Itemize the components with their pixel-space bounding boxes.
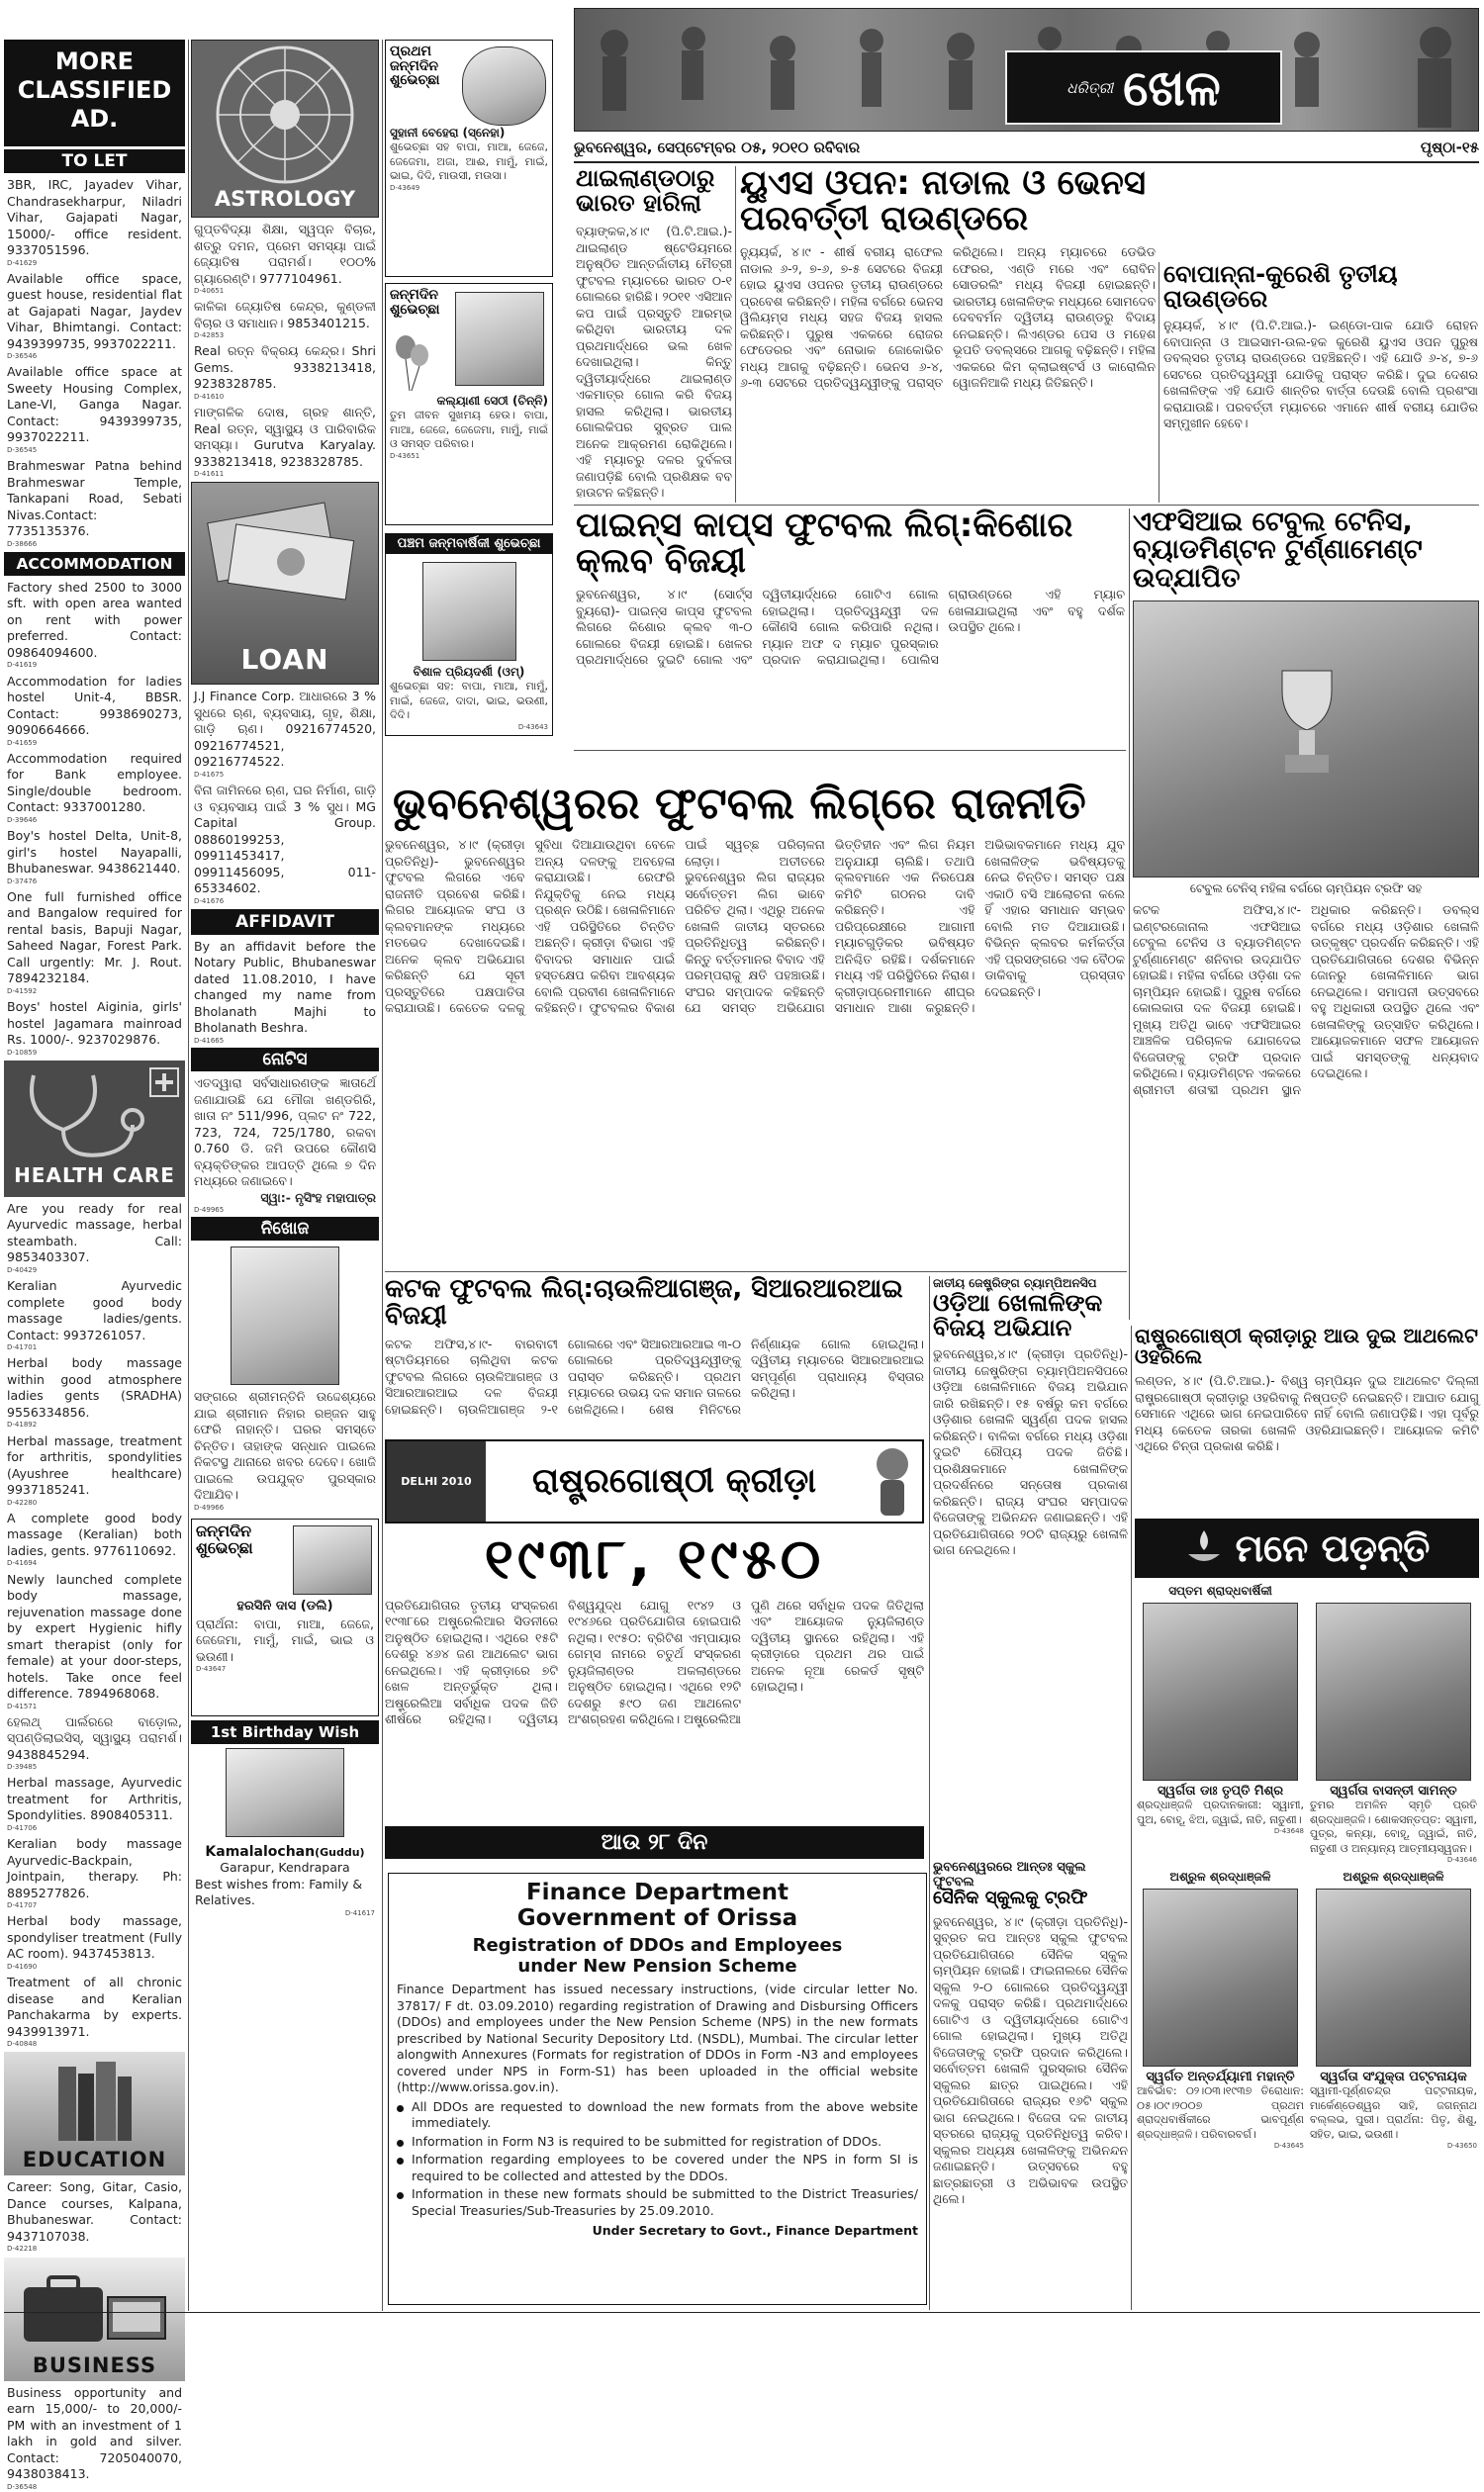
classified-ad <box>7 271 182 362</box>
remembrance-card <box>1310 1870 1477 2150</box>
article-usopen <box>740 163 1156 503</box>
thailand-headline-l2: ଭାରତ ହାରିଲା <box>576 189 701 218</box>
thailand-headline-l1: ଥାଇଲାଣ୍ଡଠାରୁ <box>576 164 715 192</box>
sainik-headline-l1: ଭୁବନେଶ୍ୱରରେ ଆନ୍ତଃ ସ୍କୁଲ ଫୁଟବଲ <box>933 1860 1086 1890</box>
bday1-header-l2: ଜନ୍ମଦିନ <box>390 57 439 74</box>
health-care-header: HEALTH CARE <box>14 1162 175 1187</box>
classified-ad-code: D-41707 <box>7 1901 38 1910</box>
masthead-section-title: ଖେଳ <box>1123 58 1221 117</box>
cwg-years: ୧୯୩୮, ୧୯୫୦ <box>484 1527 825 1592</box>
classified-ad-text: Available office space at Sweety Housing Complex, Lane-VI, Ganga Nagar. Contact: 9439399735, 9937022211. <box>7 364 182 445</box>
classified-ad <box>7 1511 182 1569</box>
classified-ad-text: Herbal massage, Ayurvedic treatment for Arthritis, Spondylities. 8908405311. <box>7 1775 182 1823</box>
classified-ad-text: ମାଙ୍ଗଳିକ ଦୋଷ, ଗ୍ରହ ଶାନ୍ତି, Real ରତ୍ନ, ସ୍ୱାସ୍ଥ୍ୟ ଓ ପାରିବାରିକ ସମସ୍ୟା। Gurutva Karyalay. 9338213418, 9238328785. <box>194 405 376 469</box>
bullet-dot-icon <box>397 2192 404 2199</box>
cwg-logo-text: DELHI 2010 <box>401 1475 472 1488</box>
classified-ad-text: Herbal body massage within good atmosphere ladies gents (SRADHA) 9556334856. <box>7 1355 182 1420</box>
notice-header: ନୋଟିସ <box>191 1048 379 1071</box>
classified-ad-text: Keralian Ayurvedic complete good body massage ladies/gents. Contact: 9937261057. <box>7 1278 182 1342</box>
classified-ad-text: ହେଲଥ୍ ପାର୍ଲରରେ ବାଡ଼ୋଲ, ସ୍ପଣ୍ଡିଲାଇସିସ୍, ସ୍ୱାସ୍ଥ୍ୟ ପରାମର୍ଶ। 9438845294. <box>7 1713 182 1762</box>
health-care-banner <box>4 1061 185 1197</box>
remembrance-title: ଅଶ୍ରୁଳ ଶ୍ରଦ୍ଧାଞ୍ଜଳି <box>1343 1870 1444 1885</box>
loan-banner <box>191 482 379 685</box>
cuttack-body: କଟକ ଅଫିସ,୪।୯- ବାରବାଟୀ ଷ୍ଟାଡିୟମରେ ଚାଲିଥିବା କଟକ ଫୁଟବଲ ଲିଗରେ ଚାଉଳିଆଗଞ୍ଜ ଓ ସିଆରଆରଆଇ ଦଳ ବିଜୟୀ ହୋଇଛନ୍ତି। ଚାଉଳିଆଗଞ୍ଜ ୨-୧ ଗୋଲରେ ଏବଂ ସିଆରଆରଆଇ ୩-୦ ଗୋଲରେ ପ୍ରତିଦ୍ୱନ୍ଦ୍ୱୀଙ୍କୁ ପରାସ୍ତ କରିଛନ୍ତି। ପ୍ରଥମ ମ୍ୟାଚରେ ଉଭୟ ଦଳ ସମାନ ତାଳରେ ଖେଳିଥିଲେ। ଶେଷ ମିନିଟରେ ନିର୍ଣ୍ଣାୟକ ଗୋଲ ହୋଇଥିଲା। ଦ୍ୱିତୀୟ ମ୍ୟାଚରେ ସିଆରଆରଆଇ ସମ୍ପୂର୍ଣ୍ଣ ପ୍ରାଧାନ୍ୟ ବିସ୍ତାର କରିଥିଲା। <box>385 1336 924 1417</box>
odia-players-headline-l2: ବିଜୟ ଅଭିଯାନ <box>933 1314 1072 1342</box>
classified-ad-code: D-41690 <box>7 1962 38 1971</box>
education-header: EDUCATION <box>22 2148 167 2172</box>
classified-ad-text: Newly launched complete body massage, rejuvenation massage done by expert Hygienic hifly smart therapist (only for female) at your door-steps, hotels. Take once feel difference. 7894968068. <box>7 1571 182 1702</box>
cwg-athlete-body: ଲଣ୍ଡନ, ୪।୯ (ପି.ଟି.ଆଇ.)- ବିଶ୍ୱ ଚାମ୍ପିୟନ ଦୁଇ ଆଥଲେଟ ଦିଲ୍ଲୀ ରାଷ୍ଟ୍ରଗୋଷ୍ଠୀ କ୍ରୀଡ଼ାରୁ ଓହରିବାକୁ ନିଷ୍ପତ୍ତି ନେଇଛନ୍ତି। ଆଘାତ ଯୋଗୁ ସେମାନେ ଏଥିରେ ଭାଗ ନେଇପାରିବେ ନାହିଁ ବୋଲି ଜଣାପଡ଼ିଛି। ଏହା ପୂର୍ବରୁ ମଧ୍ୟ କେତେକ ତାରକା ଖେଳାଳି ଓହରିଯାଇଛନ୍ତି। ଆୟୋଜକ କମିଟି ଏଥିରେ ଚିନ୍ତା ପ୍ରକାଶ କରିଛି। <box>1135 1373 1479 1453</box>
birthday-code: D-43647 <box>196 1665 227 1674</box>
classified-ad-text: A complete good body massage (Keralian) both ladies, gents. 9776110692. <box>7 1510 182 1558</box>
politics-body: ଭୁବନେଶ୍ୱର, ୪।୯ (କ୍ରୀଡ଼ା ପ୍ରତିନିଧି)- ଭୁବନେଶ୍ୱର ଫୁଟବଲ ଲିଗରେ ଏବେ ରାଜନୀତି ପ୍ରବେଶ କରିଛି। ଲିଗର ଆୟୋଜକ ସଂଘ ଓ କ୍ଲବମାନଙ୍କ ମଧ୍ୟରେ ମତଭେଦ ଦେଖାଦେଇଛି। ଅନେକ କ୍ଲବ ଅଭିଯୋଗ କରିଛନ୍ତି ଯେ ସୂଚୀ ପ୍ରସ୍ତୁତିରେ ପକ୍ଷପାତିତା କରାଯାଉଛି। କେତେକ ଦଳକୁ ସୁବିଧା ଦିଆଯାଉଥିବା ବେଳେ ଅନ୍ୟ ଦଳଙ୍କୁ ଅବହେଳା କରାଯାଉଛି। ରେଫରି ନିଯୁକ୍ତିକୁ ନେଇ ମଧ୍ୟ ପ୍ରଶ୍ନ ଉଠିଛି। ଖେଳାଳିମାନେ ଏହି ପରିସ୍ଥିତିରେ ଚିନ୍ତିତ ଅଛନ୍ତି। କ୍ରୀଡ଼ା ବିଭାଗ ଏହି ବିବାଦର ସମାଧାନ ପାଇଁ ହସ୍ତକ୍ଷେପ କରିବା ଆବଶ୍ୟକ ବୋଲି ପ୍ରବୀଣ ଖେଳାଳିମାନେ କହିଛନ୍ତି। ଫୁଟବଲର ବିକାଶ ପାଇଁ ସ୍ୱଚ୍ଛ ପରିଚାଳନା ଲୋଡ଼ା। ଅତୀତରେ ଭୁବନେଶ୍ୱର ଲିଗ ରାଜ୍ୟର ସର୍ବୋତ୍ତମ ଲିଗ ଭାବେ ପରିଚିତ ଥିଲା। ଏଥିରୁ ଅନେକ ଖେଳାଳି ଜାତୀୟ ସ୍ତରରେ ପ୍ରତିନିଧିତ୍ୱ କରିଛନ୍ତି। କିନ୍ତୁ ବର୍ତ୍ତମାନର ବିବାଦ ଏହି ପରମ୍ପରାକୁ କ୍ଷତି ପହଞ୍ଚାଉଛି। ସଂଘର ସମ୍ପାଦକ କହିଛନ୍ତି ଯେ ସମସ୍ତ ଅଭିଯୋଗ ଭିତ୍ତିହୀନ ଏବଂ ଲିଗ ନିୟମ ଅନୁଯାୟୀ ଚାଲିଛି। ତଥାପି କ୍ଲବମାନେ ଏକ ନିରପେକ୍ଷ କମିଟି ଗଠନର ଦାବି କରିଛନ୍ତି। ଏହି ପରିପ୍ରେକ୍ଷୀରେ ଆଗାମୀ ମ୍ୟାଚଗୁଡ଼ିକର ଭବିଷ୍ୟତ ଅନିଶ୍ଚିତ ରହିଛି। ଦର୍ଶକମାନେ ମଧ୍ୟ ଏହି ପରିସ୍ଥିତିରେ ନିରାଶ। କ୍ରୀଡ଼ାପ୍ରେମୀମାନେ ଶୀଘ୍ର ସମାଧାନ ଆଶା କରୁଛନ୍ତି। ଅଭିଭାବକମାନେ ମଧ୍ୟ ଯୁବ ଖେଳାଳିଙ୍କ ଭବିଷ୍ୟତକୁ ନେଇ ଚିନ୍ତିତ। ସମସ୍ତ ପକ୍ଷ ଏକାଠି ବସି ଆଲୋଚନା କଲେ ହିଁ ଏହାର ସମାଧାନ ସମ୍ଭବ ବୋଲି ମତ ଦିଆଯାଉଛି। ବିଭିନ୍ନ କ୍ଲବର କର୍ମକର୍ତ୍ତା ଏହି ପ୍ରସଙ୍ଗରେ ଏକ ବୈଠକ ଡାକିବାକୁ ପ୍ରସ୍ତାବ ଦେଇଛନ୍ତି। <box>385 837 1125 1016</box>
remembrance-title: ଅଶ୍ରୁଳ ଶ୍ରଦ୍ଧାଞ୍ଜଳି <box>1169 1870 1271 1885</box>
remembrance-photo <box>1316 1889 1471 2067</box>
article-tt-badminton <box>1133 508 1479 1320</box>
bday1-code: D-43649 <box>390 183 420 192</box>
bday2-text: ତୁମ ଜୀବନ ସୁଖମୟ ହେଉ। ବାପା, ମାଆ, ଜେଜେ, ଜେଜେମା, ମାମୁଁ, ମାଇଁ ଓ ସମସ୍ତ ପରିବାର। <box>390 409 548 451</box>
classified-ad <box>7 580 182 671</box>
business-banner <box>4 2258 185 2381</box>
bday1-header-l3: ଶୁଭେଚ୍ଛା <box>390 72 440 89</box>
politics-headline: ଭୁବନେଶ୍ୱରର ଫୁଟବଲ ଲିଗ୍‌ରେ ରାଜନୀତି <box>393 779 1086 829</box>
cwg-banner-title: ରାଷ୍ଟ୍ରଗୋଷ୍ଠୀ କ୍ରୀଡ଼ା <box>531 1460 817 1501</box>
classified-ad <box>7 1201 182 1275</box>
classified-title-line3: AD. <box>70 105 119 133</box>
remembrance-code: D-43646 <box>1446 1856 1477 1865</box>
bullet-dot-icon <box>397 2140 404 2147</box>
notice-ad <box>191 1071 379 1217</box>
remembrance-card <box>1310 1584 1477 1864</box>
classified-ad <box>194 222 376 296</box>
trophy-icon <box>1267 661 1346 780</box>
accommodation-header: ACCOMMODATION <box>4 552 185 576</box>
column-3 <box>385 40 553 841</box>
tt-badminton-headline: ଏଫସିଆଇ ଟେବୁଲ ଟେନିସ, ବ୍ୟାଡମିଣ୍ଟନ ଟୁର୍ଣ୍ଣାମେଣ୍ଟ ଉଦ୍‌ଯାପିତ <box>1133 507 1423 594</box>
classified-ad-text: ଗୁପ୍ତବିଦ୍ୟା ଶିକ୍ଷା, ସ୍ୱପ୍ନ ବିଚାର, ଶତ୍ରୁ ଦମନ, ପ୍ରେମ ସମସ୍ୟା ପାଇଁ ଜ୍ୟୋତିଷ ପରାମର୍ଶ। ୧୦୦% ଗ୍ୟାରେଣ୍ଟି। 9777104961. <box>194 222 376 286</box>
classified-title-line1: MORE <box>54 47 135 75</box>
tt-photo-caption: ଟେବୁଲ ଟେନିସ୍ ମହିଳା ବର୍ଗରେ ଚାମ୍ପିୟନ ଟ୍ରଫି ସହ <box>1189 881 1423 896</box>
classified-ad-code: D-41676 <box>194 896 225 905</box>
remembrance-header-bar <box>1135 1519 1479 1578</box>
classified-ad <box>194 689 376 780</box>
classified-ad-code: D-41675 <box>194 770 225 779</box>
classified-ad-text: କାଳିକା ଜ୍ୟୋତିଷ କେନ୍ଦ୍ର, କୁଣ୍ଡଳୀ ବିଚାର ଓ ସମାଧାନ। 9853401215. <box>194 299 376 330</box>
finance-title-l2: Government of Orissa <box>516 1905 798 1932</box>
affidavit-code: D-41665 <box>194 1036 225 1045</box>
accommodation-list <box>4 576 185 1058</box>
classified-ad-text: Accommodation required for Bank employee. Single/double bedroom. Contact: 9337001280. <box>7 750 182 815</box>
article-bopanna <box>1163 262 1478 503</box>
notice-code: D-49965 <box>194 1206 225 1215</box>
bopanna-body: ନ୍ୟୁୟର୍କ, ୪।୯ (ପି.ଟି.ଆଇ.)- ଇଣ୍ଡୋ-ପାକ ଯୋଡି ରୋହନ ବୋପାନ୍ନା ଓ ଆଇସାମ-ଉଲ-ହକ କୁରେଶି ୟୁଏସ ଓପନ ପୁରୁଷ ଡବଲ୍ସର ତୃତୀୟ ରାଉଣ୍ଡରେ ପହଞ୍ଚିଛନ୍ତି। ଏହି ଯୋଡି ୬-୪, ୭-୬ ସେଟରେ ପ୍ରତିଦ୍ୱନ୍ଦ୍ୱୀ ଯୋଡିକୁ ପରାସ୍ତ କରିଛି। ଦୁଇ ଦେଶର ଖେଳାଳିଙ୍କ ଏହି ଯୋଡି ଶାନ୍ତିର ବାର୍ତ୍ତା ଦେଉଛି ବୋଲି ପ୍ରଶଂସା କରାଯାଉଛି। ପରବର୍ତ୍ତୀ ମ୍ୟାଚରେ ଏମାନେ ଶୀର୍ଷ ବରୀୟ ଯୋଡିର ସମ୍ମୁଖୀନ ହେବେ। <box>1163 318 1478 431</box>
classified-ad-code: D-37476 <box>7 877 38 885</box>
sainik-body: ଭୁବନେଶ୍ୱର, ୪।୯ (କ୍ରୀଡ଼ା ପ୍ରତିନିଧି)- ସୁବ୍ରତ କପ ଆନ୍ତଃ ସ୍କୁଲ ଫୁଟବଲ ପ୍ରତିଯୋଗିତାରେ ସୈନିକ ସ୍କୁଲ ଚାମ୍ପିୟନ ହୋଇଛି। ଫାଇନାଲରେ ସୈନିକ ସ୍କୁଲ ୨-୦ ଗୋଲରେ ପ୍ରତିଦ୍ୱନ୍ଦ୍ୱୀ ଦଳକୁ ପରାସ୍ତ କରିଛି। ପ୍ରଥମାର୍ଦ୍ଧରେ ଗୋଟିଏ ଓ ଦ୍ୱିତୀୟାର୍ଦ୍ଧରେ ଗୋଟିଏ ଗୋଲ ହୋଇଥିଲା। ମୁଖ୍ୟ ଅତିଥି ବିଜେତାଙ୍କୁ ଟ୍ରଫି ପ୍ରଦାନ କରିଥିଲେ। ସର୍ବୋତ୍ତମ ଖେଳାଳି ପୁରସ୍କାର ସୈନିକ ସ୍କୁଲର ଛାତ୍ର ପାଇଥିଲେ। ଏହି ପ୍ରତିଯୋଗିତାରେ ରାଜ୍ୟର ୧୬ଟି ସ୍କୁଲ ଭାଗ ନେଇଥିଲେ। ବିଜେତା ଦଳ ଜାତୀୟ ସ୍ତରରେ ରାଜ୍ୟକୁ ପ୍ରତିନିଧିତ୍ୱ କରିବ। ସ୍କୁଲର ଅଧ୍ୟକ୍ଷ ଖେଳାଳିଙ୍କୁ ଅଭିନନ୍ଦନ ଜଣାଇଛନ୍ତି। ଉତ୍ସବରେ ବହୁ ଛାତ୍ରଛାତ୍ରୀ ଓ ଅଭିଭାବକ ଉପସ୍ଥିତ ଥିଲେ। <box>933 1913 1128 2207</box>
birthday-wish-box <box>191 1519 379 1716</box>
finance-signature: Under Secretary to Govt., Finance Department <box>592 2223 918 2239</box>
missing-ad <box>191 1389 379 1515</box>
classified-ad <box>194 343 376 402</box>
classified-ad-code: D-41659 <box>7 738 38 747</box>
remembrance-name: ସ୍ୱର୍ଗତା ସଂଯୁକ୍ତା ପଟ୍ଟନାୟକ <box>1320 2070 1467 2085</box>
bday2-header-l1: ଜନ୍ମଦିନ <box>390 287 439 303</box>
odia-players-body: ଭୁବନେଶ୍ୱର,୪।୯ (କ୍ରୀଡ଼ା ପ୍ରତିନିଧି)- ଜାତୀୟ ଜେଷ୍ଟ୍ରିଙ୍ଗ ଚ୍ୟାମ୍ପିଅନସିପରେ ଓଡ଼ିଆ ଖେଳାଳିମାନେ ବିଜୟ ଅଭିଯାନ ଜାରି ରଖିଛନ୍ତି। ୧୫ ବର୍ଷରୁ କମ ବର୍ଗରେ ଓଡ଼ିଶାର ଖେଳାଳି ସ୍ୱର୍ଣ୍ଣ ପଦକ ହାସଲ କରିଛନ୍ତି। ବାଳିକା ବର୍ଗରେ ମଧ୍ୟ ଓଡ଼ିଶା ଦୁଇଟି ରୌପ୍ୟ ପଦକ ଜିତିଛି। ପ୍ରଶିକ୍ଷକମାନେ ଖେଳାଳିଙ୍କ ପ୍ରଦର୍ଶନରେ ସନ୍ତୋଷ ପ୍ରକାଶ କରିଛନ୍ତି। ରାଜ୍ୟ ସଂଘର ସମ୍ପାଦକ ବିଜେତାଙ୍କୁ ଅଭିନନ୍ଦନ ଜଣାଇଛନ୍ତି। ଏହି ପ୍ରତିଯୋଗିତାରେ ୨୦ଟି ରାଜ୍ୟରୁ ଖେଳାଳି ଭାଗ ନେଇଥିଲେ। <box>933 1346 1128 1558</box>
birthday-name: ହରସିନି ଦାସ (ଡଲି) <box>236 1598 333 1614</box>
bullet-dot-icon <box>397 2158 404 2165</box>
bday2-photo <box>455 292 544 386</box>
column-2 <box>191 40 379 2311</box>
remembrance-text: ସ୍ୱାମୀ-ପୂର୍ଣ୍ଣଚନ୍ଦ୍ର ପଟ୍ଟନାୟକ, ମାର୍କେଣ୍ଡେଶ୍ୱର ସାହି, ଜଗନ୍ନାଥ ବଲ୍ଲଭ, ପୁରୀ। ପ୍ରାର୍ଥନା: ପିତୃ, ଶିଶୁ, ସହିତ, ଭାଇ, ଭଉଣୀ। <box>1310 2084 1477 2141</box>
birthday-wish-2 <box>385 283 553 525</box>
birthday-child-photo <box>293 1525 372 1595</box>
oil-lamp-icon <box>1184 1526 1224 1570</box>
bday2-name: କଲ୍ୟାଣୀ ସେଠୀ (ଚିନ୍ନି) <box>436 394 548 409</box>
finance-intro: Finance Department has issued necessary instructions, (vide circular letter No. 37817/ F dt. 03.09.2010) regarding registration of Drawing and Disbursing Officers (DDOs) and employees under the New Pension Scheme (NPS) in the new formats prescribed by National Security Depository Ltd. (NSDL), Mumbai. The circular letter alongwith Annexures (Formats for registration of DDOs in Form -N3 and employees covered under NPS in Form-S1) has been uploaded in the official website (http://www.orissa.gov.in). <box>397 1982 918 2095</box>
birthday-header-l1: ଜନ୍ମଦିନ <box>196 1522 252 1541</box>
cwg-countdown: ଆଉ ୨୮ ଦିନ <box>385 1826 924 1859</box>
first-birthday-wishes: Best wishes from: Family & Relatives. <box>195 1876 363 1908</box>
remembrance-code: D-43648 <box>1273 1827 1304 1836</box>
remembrance-text: ଶ୍ରଦ୍ଧାଞ୍ଜଳି ପ୍ରଦାନକାରୀ: ସ୍ୱାମୀ, ପୁଅ, ବୋହୂ, ଝିଅ, ଜ୍ୱାଇଁ, ନାତି, ନାତୁଣୀ। <box>1137 1799 1304 1826</box>
remembrance-code: D-43650 <box>1446 2142 1477 2151</box>
article-cwg-history <box>385 1439 924 1865</box>
classified-ad-text: Available office space, guest house, residential flat at Gajapati Nagar, Jaydev Vihar, Bhimtangi. Contact: 9439399735, 9937022211. <box>7 270 182 351</box>
business-list <box>4 2381 185 2492</box>
bday3-text: ଶୁଭେଚ୍ଛା ସହ: ବାପା, ମାଆ, ମାମୁଁ, ମାଇଁ, ଜେଜେ, ଦାଦା, ଭାଇ, ଭଉଣୀ, ଦିଦି। <box>390 680 548 722</box>
pinsk-headline: ପାଇନ୍ସ କାପ୍ସ ଫୁଟବଲ ଲିଗ୍:କିଶୋର କ୍ଲବ ବିଜୟୀ <box>576 506 1073 581</box>
dateline-bar <box>574 137 1479 158</box>
classified-ad-code: D-42280 <box>7 1498 38 1507</box>
bday3-header: ପଞ୍ଚମ ଜନ୍ମବାର୍ଷିକୀ ଶୁଭେଚ୍ଛା <box>385 533 553 554</box>
astrology-banner <box>191 40 379 218</box>
missing-code: D-49966 <box>194 1503 225 1512</box>
classified-ad <box>194 783 376 906</box>
article-thailand <box>576 166 732 501</box>
classified-ad <box>7 999 182 1058</box>
classified-ad-text: Brahmeswar Patna behind Brahmeswar Temple, Tankapani Road, Sebati Nivas.Contact: 7735135376. <box>7 458 182 539</box>
tt-badminton-body: କଟକ ଅଫିସ,୪।୯- ଇଣ୍ଟରଜୋନାଲ ଏଫସିଆଇ ଟେବୁଲ ଟେନିସ ଓ ବ୍ୟାଡମିଣ୍ଟନ ଟୁର୍ଣ୍ଣାମେଣ୍ଟ ଶନିବାର ଉଦ୍‌ଯାପିତ ହୋଇଛି। ମହିଳା ବର୍ଗରେ ଓଡ଼ିଶା ଦଳ ଚାମ୍ପିୟନ ହୋଇଛି। ପୁରୁଷ ବର୍ଗରେ କୋଲକାତା ଦଳ ବିଜୟୀ ହୋଇଛି। ମୁଖ୍ୟ ଅତିଥି ଭାବେ ଏଫସିଆଇର ଆଞ୍ଚଳିକ ପରିଚାଳକ ଯୋଗଦେଇ ବିଜେତାଙ୍କୁ ଟ୍ରଫି ପ୍ରଦାନ କରିଥିଲେ। ବ୍ୟାଡମିଣ୍ଟନ ଏକକରେ ଶ୍ରୀମତୀ ଶତାବ୍ଦୀ ପ୍ରଥମ ସ୍ଥାନ ଅଧିକାର କରିଛନ୍ତି। ଡବଲ୍ସ ବର୍ଗରେ ମଧ୍ୟ ଓଡ଼ିଶାର ଖେଳାଳି ଉତ୍କୃଷ୍ଟ ପ୍ରଦର୍ଶନ କରିଛନ୍ତି। ଏହି ପ୍ରତିଯୋଗିତାରେ ଦେଶର ବିଭିନ୍ନ ଜୋନରୁ ଖେଳାଳିମାନେ ଭାଗ ନେଇଥିଲେ। ସମାପନୀ ଉତ୍ସବରେ ବହୁ ଅଧିକାରୀ ଉପସ୍ଥିତ ଥିଲେ ଏବଂ ଖେଳାଳିଙ୍କୁ ଉତ୍ସାହିତ କରିଥିଲେ। ଆୟୋଜକମାନେ ସଫଳ ଆୟୋଜନ ପାଇଁ ସମସ୍ତଙ୍କୁ ଧନ୍ୟବାଦ ଦେଇଥିଲେ। <box>1133 902 1479 1097</box>
odia-players-headline-l1: ଓଡ଼ିଆ ଖେଳାଳିଙ୍କ <box>933 1289 1103 1317</box>
first-birthday-nickname: (Guddu) <box>315 1846 365 1860</box>
affidavit-ad <box>191 935 379 1048</box>
business-header: BUSINESS <box>32 2353 157 2377</box>
finance-bullet <box>397 2186 918 2219</box>
finance-bullet-text: Information in Form N3 is required to be submitted for registration of DDOs. <box>412 2133 882 2149</box>
finance-bullet-text: Information regarding employees to be covered under the NPS in form SI is required to be collected and attested by the DDOs. <box>412 2152 918 2183</box>
bday1-text: ଶୁଭେଚ୍ଛା ସହ ବାପା, ମାଆ, ଜେଜେ, ଜେଜେମା, ଅଜା, ଆଈ, ମାମୁଁ, ମାଇଁ, ଭାଇ, ଦିଦି, ମାଉସୀ, ମଉସା। <box>390 140 548 183</box>
health-care-list <box>4 1197 185 2050</box>
first-birthday-box <box>191 1744 379 1921</box>
remembrance-text: ତୁମର ଅମଳିନ ସ୍ମୃତି ପ୍ରତି ଶ୍ରଦ୍ଧାଞ୍ଜଳି। ଶୋକସନ୍ତପ୍ତ: ସ୍ୱାମୀ, ପୁତ୍ର, କନ୍ୟା, ବୋହୂ, ଜ୍ୱାଇଁ, ନାତି, ନାତୁଣୀ ଓ ଅନ୍ୟାନ୍ୟ ଆତ୍ମୀୟସ୍ୱଜନ। <box>1310 1799 1477 1855</box>
article-odia-players <box>933 1276 1128 1855</box>
classified-ad <box>194 299 376 340</box>
article-cwg-athlete <box>1135 1326 1479 1514</box>
classified-ad <box>7 674 182 748</box>
finance-bullet-text: All DDOs are requested to download the new formats from the above website immediately. <box>412 2098 918 2131</box>
dateline: ଭୁବନେଶ୍ୱର, ସେପ୍ଟେମ୍ବର ୦୫, ୨୦୧୦ ରବିବାର <box>574 138 861 156</box>
missing-text: ସଙ୍ଗରେ ଶ୍ରୀମନ୍ତିନି ଉଦ୍ଦେଶ୍ୟରେ ଯାଇ ଶ୍ରୀମାନ ନିହାର ରଞ୍ଜନ ସାହୁ ଫେରି ନାହାନ୍ତି। ଘରର ସମସ୍ତେ ଚିନ୍ତିତ। ତାହାଙ୍କ ସନ୍ଧାନ ପାଇଲେ ନିକଟସ୍ଥ ଥାନାରେ ଖବର ଦେବେ। ଖୋଜି ପାଇଲେ ଉପଯୁକ୍ତ ପୁରସ୍କାର ଦିଆଯିବ। <box>194 1389 376 1503</box>
bday1-photo <box>462 46 546 126</box>
classified-ad <box>7 1278 182 1352</box>
classified-ad <box>7 1714 182 1773</box>
classified-ad <box>7 177 182 268</box>
classified-ad <box>7 889 182 996</box>
usopen-body: ନ୍ୟୁୟର୍କ, ୪।୯ - ଶୀର୍ଷ ବରୀୟ ରାଫେଲ ନାଡାଲ ୬-୨, ୭-୬, ୭-୫ ସେଟରେ ବିଜୟୀ ହୋଇ ୟୁଏସ ଓପନର ତୃତୀୟ ରାଉଣ୍ଡରେ ପ୍ରବେଶ କରିଛନ୍ତି। ମହିଳା ବର୍ଗରେ ଭେନସ ୱିଲିୟମ୍ସ ମଧ୍ୟ ସହଜ ବିଜୟ ହାସଲ କରିଛନ୍ତି। ପୁରୁଷ ଏକକରେ ରୋଜର ଫେଡେରର ଏବଂ ନୋଭାକ ଜୋକୋଭିଚ ମଧ୍ୟ ଆଗକୁ ବଢ଼ିଛନ୍ତି। ଭେନସ ୬-୪, ୬-୩ ସେଟରେ ପ୍ରତିଦ୍ୱନ୍ଦ୍ୱୀଙ୍କୁ ପରାସ୍ତ କରିଥିଲେ। ଅନ୍ୟ ମ୍ୟାଚରେ ଡେଭିଡ ଫେରର, ଏଣ୍ଡି ମରେ ଏବଂ ରୋବିନ ସୋଡରଲିଂ ମଧ୍ୟ ବିଜୟୀ ହୋଇଛନ୍ତି। ଭାରତୀୟ ଖେଳାଳିଙ୍କ ମଧ୍ୟରେ ସୋମଦେବ ଦେବବର୍ମନ ଦ୍ୱିତୀୟ ରାଉଣ୍ଡରୁ ବିଦାୟ ନେଇଛନ୍ତି। ଲିଏଣ୍ଡର ପେସ ଓ ମହେଶ ଭୂପତି ଡବଲ୍ସରେ ଆଗକୁ ବଢ଼ିଛନ୍ତି। ମହିଳା ଏକକରେ କିମ କ୍ଲାଇଷ୍ଟର୍ସ ଓ କାରୋଲିନ ୱୋଜନିଆକି ମଧ୍ୟ ଜିତିଛନ୍ତି। <box>740 244 1156 391</box>
classified-ad-code: D-42218 <box>7 2245 38 2254</box>
classified-ad-code: D-42853 <box>194 331 225 340</box>
briefcase-icon <box>4 2258 185 2356</box>
classified-ad-text: J.J Finance Corp. ଆଧାରରେ 3 % ସୁଧରେ ଋଣ, ବ୍ୟବସାୟ, ଗୃହ, ଶିକ୍ଷା, ଗାଡ଼ି ଋଣ। 09216774520, 09216774521, 09216774522. <box>194 689 376 770</box>
classified-ad-text: Real ରତ୍ନ ବିକ୍ରୟ କେନ୍ଦ୍ର। Shri Gems. 9338213418, 9238328785. <box>194 343 376 392</box>
affidavit-header: AFFIDAVIT <box>191 909 379 935</box>
odia-players-kicker: ଜାତୀୟ ଜେଷ୍ଟ୍ରିଙ୍ଗ ଚ୍ୟାମ୍ପିଅନସିପ <box>933 1276 1097 1290</box>
to-let-list <box>4 173 185 549</box>
cwg-athlete-headline: ରାଷ୍ଟ୍ରଗୋଷ୍ଠୀ କ୍ରୀଡ଼ାରୁ ଆଉ ଦୁଇ ଆଥଲେଟ ଓହରିଲେ <box>1135 1324 1478 1368</box>
missing-header: ନିଖୋଜ <box>191 1217 379 1241</box>
bday1-name: ସୁହାନୀ ବେହେରା (ସ୍ନେହା) <box>390 126 506 140</box>
first-birthday-code: D-41617 <box>344 1908 375 1917</box>
classified-ad-text: Boy's hostel Delta, Unit-8, girl's hostel Nayapalli, Bhubaneswar. 9438621440. <box>7 828 182 877</box>
remembrance-photo <box>1316 1603 1471 1781</box>
cuttack-headline: କଟକ ଫୁଟବଲ ଲିଗ୍:ଚାଉଳିଆଗଞ୍ଜ, ସିଆରଆରଆଇ ବିଜୟୀ <box>385 1274 903 1332</box>
bday3-photo <box>422 562 516 661</box>
classified-ad <box>7 2179 182 2254</box>
classified-ad-code: D-38666 <box>7 539 38 548</box>
classified-title-box <box>4 40 185 146</box>
classified-ad-text: Career: Song, Gitar, Casio, Dance courses, Kalpana, Bhubaneswar. Contact: 9437107038. <box>7 2179 182 2244</box>
cwg-history-body: ପ୍ରତିଯୋଗିତାର ତୃତୀୟ ସଂସ୍କରଣ ୧୯୩୮ରେ ଅଷ୍ଟ୍ରେଲିଆର ସିଡନୀରେ ଅନୁଷ୍ଠିତ ହୋଇଥିଲା। ଏଥିରେ ୧୫ଟି ଦେଶରୁ ୪୬୪ ଜଣ ଆଥଲେଟ ଭାଗ ନେଇଥିଲେ। ଏହି କ୍ରୀଡ଼ାରେ ୭ଟି ଖେଳ ଅନ୍ତର୍ଭୁକ୍ତ ଥିଲା। ଅଷ୍ଟ୍ରେଲିଆ ସର୍ବାଧିକ ପଦକ ଜିତି ଶୀର୍ଷରେ ରହିଥିଲା। ଦ୍ୱିତୀୟ ବିଶ୍ୱଯୁଦ୍ଧ ଯୋଗୁ ୧୯୪୨ ଓ ୧୯୪୬ରେ ପ୍ରତିଯୋଗିତା ହୋଇପାରି ନଥିଲା। ୧୯୫୦: ବ୍ରିଟିଶ ଏମ୍ପାୟାର ଗେମ୍ସ ନାମରେ ଚତୁର୍ଥ ସଂସ୍କରଣ ନ୍ୟୁଜିଲାଣ୍ଡର ଅକଲାଣ୍ଡରେ ଅନୁଷ୍ଠିତ ହୋଇଥିଲା। ଏଥିରେ ୧୨ଟି ଦେଶରୁ ୫୯୦ ଜଣ ଆଥଲେଟ ଅଂଶଗ୍ରହଣ କରିଥିଲେ। ଅଷ୍ଟ୍ରେଲିଆ ପୁଣି ଥରେ ସର୍ବାଧିକ ପଦକ ଜିତିଥିଲା ଏବଂ ଆୟୋଜକ ନ୍ୟୁଜିଲାଣ୍ଡ ଦ୍ୱିତୀୟ ସ୍ଥାନରେ ରହିଥିଲା। ଏହି କ୍ରୀଡ଼ାରେ ପ୍ରଥମ ଥର ପାଇଁ ଅନେକ ନୂଆ ରେକର୍ଡ ସୃଷ୍ଟି ହୋଇଥିଲା। <box>385 1597 924 1727</box>
article-cuttack-football <box>385 1276 924 1434</box>
remembrance-name: ସ୍ୱର୍ଗତ ଅନ୍ତର୍ଯ୍ୟାମୀ ମହାନ୍ତି <box>1146 2070 1295 2085</box>
birthday-text: ପ୍ରାର୍ଥନା: ବାପା, ମାଆ, ଜେଜେ, ଜେଜେମା, ମାମୁଁ, ମାଇଁ, ଭାଇ ଓ ଭଉଣୀ। <box>196 1615 374 1664</box>
finance-department-notice <box>388 1873 927 2305</box>
missing-person-photo <box>231 1246 339 1385</box>
classified-ad-code: D-41592 <box>7 986 38 995</box>
page-number: ପୃଷ୍ଠା-୧୫ <box>1420 138 1479 156</box>
finance-bullet-text: Information in these new formats should be submitted to the District Treasuries/ Special Treasuries/Sub-Treasuries by 25.09.2010. <box>412 2186 918 2218</box>
classified-ad-code: D-36545 <box>7 445 38 454</box>
sainik-headline-l2: ସୈନିକ ସ୍କୁଲକୁ ଟ୍ରଫି <box>933 1888 1088 1908</box>
balloons-icon <box>392 333 431 393</box>
first-birthday-place: Garapur, Kendrapara <box>220 1860 350 1876</box>
classified-ad <box>7 828 182 886</box>
remembrance-photo <box>1143 1889 1298 2067</box>
books-icon <box>4 2052 185 2151</box>
first-birthday-photo <box>226 1748 344 1837</box>
classified-ad <box>7 1355 182 1430</box>
classified-ad-code: D-41701 <box>7 1343 38 1352</box>
classified-ad-code: D-41629 <box>7 258 38 267</box>
usopen-headline: ୟୁଏସ ଓପନ: ନାଡାଲ ଓ ଭେନସ ପରବର୍ତ୍ତୀ ରାଉଣ୍ଡରେ <box>740 163 1147 238</box>
article-pinsk-football <box>576 508 1125 746</box>
pinsk-body: ଭୁବନେଶ୍ୱର, ୪।୯ (ସୋର୍ଟ୍ସ ବ୍ୟୁରୋ)- ପାଇନ୍ସ କାପ୍ସ ଫୁଟବଲ ଲିଗରେ କିଶୋର କ୍ଲବ ୩-୦ ଗୋଲରେ ବିଜୟୀ ହୋଇଛି। ଖେଳର ପ୍ରଥମାର୍ଦ୍ଧରେ ଦୁଇଟି ଗୋଲ ଏବଂ ଦ୍ୱିତୀୟାର୍ଦ୍ଧରେ ଗୋଟିଏ ଗୋଲ ହୋଇଥିଲା। ପ୍ରତିଦ୍ୱନ୍ଦ୍ୱୀ ଦଳ କୌଣସି ଗୋଲ କରିପାରି ନଥିଲା। ମ୍ୟାନ ଅଫ ଦ ମ୍ୟାଚ ପୁରସ୍କାର ପ୍ରଦାନ କରାଯାଇଥିଲା। ପୋଲିସ ଗ୍ରାଉଣ୍ଡରେ ଏହି ମ୍ୟାଚ ଖେଳାଯାଇଥିଲା ଏବଂ ବହୁ ଦର୍ଶକ ଉପସ୍ଥିତ ଥିଲେ। <box>576 587 1125 668</box>
classified-ad-text: Boys' hostel Aiginia, girls' hostel Jagamara mainroad Rs. 1000/-. 9237029876. <box>7 999 182 1048</box>
bullet-dot-icon <box>397 2105 404 2112</box>
bday3-code: D-43643 <box>517 722 548 731</box>
remembrance-grid <box>1135 1578 1479 2156</box>
classified-ad <box>7 2385 182 2492</box>
finance-subtitle-l1: Registration of DDOs and Employees <box>472 1934 843 1956</box>
classified-ad-code: D-36546 <box>7 352 38 361</box>
classified-ad <box>7 1775 182 1833</box>
bday1-header-l1: ପ୍ରଥମ <box>390 44 432 59</box>
classified-ad-code: D-41619 <box>7 661 38 670</box>
bday2-header-l2: ଶୁଭେଚ୍ଛା <box>390 301 440 318</box>
finance-bullet <box>397 2152 918 2184</box>
classified-ad-code: D-36548 <box>7 2482 38 2491</box>
masthead-banner <box>574 8 1479 132</box>
classified-ad-code: D-39646 <box>7 815 38 824</box>
cwg-logo <box>387 1441 486 1522</box>
classified-ad-code: D-41610 <box>194 392 225 401</box>
notice-text: ଏତଦ୍ୱାରା ସର୍ବସାଧାରଣଙ୍କ ଜ୍ଞାତାର୍ଥେ ଜଣାଯାଉଛି ଯେ ମୌଜା ଖଣ୍ଡଗିରି, ଖାତା ନଂ 511/996, ପ୍ଲଟ ନଂ 722, 723, 724, 725/1780, ରକବା 0.760 ଡି. ଜମି ଉପରେ କୌଣସି ବ୍ୟକ୍ତିଙ୍କର ଆପତ୍ତି ଥିଲେ ୭ ଦିନ ମଧ୍ୟରେ ଜଣାଇବେ। <box>194 1075 376 1189</box>
thailand-body: ବ୍ୟାଙ୍କକ,୪।୯ (ପି.ଟି.ଆଇ.)- ଥାଇଲାଣ୍ଡ ଷ୍ଟେଡିୟମରେ ଅନୁଷ୍ଠିତ ଆନ୍ତର୍ଜାତୀୟ ମୈତ୍ରୀ ଫୁଟବଲ ମ୍ୟାଚରେ ଭାରତ ୦-୧ ଗୋଲରେ ହାରିଛି। ୨୦୧୧ ଏସିଆନ କପ ପାଇଁ ପ୍ରସ୍ତୁତି ଆରମ୍ଭ କରିଥିବା ଭାରତୀୟ ଦଳ ପ୍ରଥମାର୍ଦ୍ଧରେ ଭଲ ଖେଳ ଦେଖାଇଥିଲା। କିନ୍ତୁ ଦ୍ୱିତୀୟାର୍ଦ୍ଧରେ ଥାଇଲାଣ୍ଡ ଏକମାତ୍ର ଗୋଲ କରି ବିଜୟ ହାସଲ କରିଥିଲା। ଭାରତୀୟ ଗୋଲକିପର ସୁବ୍ରତ ପାଲ ଅନେକ ଆକ୍ରମଣ ରୋକିଥିଲେ। ଏହି ମ୍ୟାଚରୁ ଦଳର ଦୁର୍ବଳତା ଜଣାପଡ଼ିଛି ବୋଲି ପ୍ରଶିକ୍ଷକ ବବ ହାଉଟନ କହିଛନ୍ତି। <box>576 224 732 501</box>
classified-ad-code: D-41706 <box>7 1823 38 1832</box>
classified-ad-code: D-40651 <box>194 287 225 295</box>
classified-ad-text: One full furnished office and Bangalow required for rental basis, Bapuji Nagar, Saheed Nagar, Forest Park. Call urgently: Mr. J. Rout. 7894232184. <box>7 888 182 986</box>
finance-bullet <box>397 2134 918 2151</box>
remembrance-header: ମନେ ପଡ଼ନ୍ତି <box>1235 1525 1431 1570</box>
classified-ad-text: Factory shed 2500 to 3000 sft. with open area wanted on rent with power preferred. Contact: 09864094600. <box>7 579 182 660</box>
classified-title-line2: CLASSIFIED <box>17 76 172 104</box>
loan-ads <box>191 685 379 905</box>
first-birthday-header: 1st Birthday Wish <box>191 1720 379 1744</box>
mascot-tiger-icon <box>863 1442 922 1522</box>
education-banner <box>4 2052 185 2175</box>
bopanna-headline: ବୋପାନ୍ନା-କୁରେଶି ତୃତୀୟ ରାଉଣ୍ଡରେ <box>1163 260 1398 314</box>
classified-ad-text: Keralian body massage Ayurvedic-Backpain, Jointpain, therapy. Ph: 8895277826. <box>7 1836 182 1900</box>
classified-ad-code: D-41611 <box>194 470 225 479</box>
currency-notes-icon <box>192 483 378 641</box>
to-let-header: TO LET <box>4 149 185 173</box>
bday3-name: ବିଶାଳ ପ୍ରିୟଦର୍ଶୀ (ଓମ୍) <box>413 665 525 679</box>
classified-ad <box>7 751 182 825</box>
remembrance-section <box>1135 1519 1479 2310</box>
classified-ad-text: 3BR, IRC, Jayadev Vihar, Chandrasekharpur, Niladri Vihar, Gajapati Nagar, 15000/- office resident. 9337051596. <box>7 177 182 257</box>
classified-ad <box>7 1913 182 1972</box>
remembrance-card <box>1137 1584 1304 1864</box>
stethoscope-icon <box>4 1061 185 1169</box>
remembrance-card <box>1137 1870 1304 2150</box>
remembrance-photo <box>1143 1603 1298 1781</box>
classified-ad <box>7 1836 182 1910</box>
cwg-banner <box>385 1439 924 1523</box>
remembrance-name: ସ୍ୱର୍ଗତା ଡାଃ ତୃପ୍ତି ମିଶ୍ର <box>1157 1784 1284 1799</box>
classified-ad-text: Herbal massage, treatment for arthritis, spondylities (Ayushree healthcare) 9937185241. <box>7 1432 182 1498</box>
masthead-brand: ଧରିତ୍ରୀ <box>1067 78 1114 97</box>
finance-bullet <box>397 2099 918 2132</box>
astrology-label: ASTROLOGY <box>214 187 356 211</box>
article-sainik-school <box>933 1860 1128 2305</box>
classified-ad-code: D-39485 <box>7 1763 38 1772</box>
classified-ad-text: Accommodation for ladies hostel Unit-4, BBSR. Contact: 9938690273, 9090664666. <box>7 673 182 738</box>
birthday-header-l2: ଶୁଭେଚ୍ଛା <box>196 1537 253 1557</box>
notice-signature: ସ୍ୱା:- ନୃସିଂହ ମହାପାତ୍ର <box>260 1189 376 1205</box>
birthday-wish-3 <box>385 554 553 736</box>
classified-ad <box>7 1975 182 2049</box>
classified-ad <box>7 1433 182 1508</box>
finance-title-l1: Finance Department <box>525 1880 789 1905</box>
classified-ad <box>194 405 376 479</box>
zodiac-wheel-icon <box>192 41 378 189</box>
loan-label: LOAN <box>240 643 329 677</box>
masthead-title-box <box>1005 50 1282 125</box>
classified-ad-text: ବିନା ଜାମିନରେ ଋଣ, ଘର ନିର୍ମାଣ, ଗାଡ଼ି ଓ ବ୍ୟବସାୟ ପାଇଁ 3 % ସୁଧ। MG Capital Group. 08860199253, 09911453417, 09911456095, 011-65334602. <box>194 783 376 896</box>
finance-subtitle-l2: under New Pension Scheme <box>517 1956 797 1978</box>
classified-ad-text: Are you ready for real Ayurvedic massage, herbal steambath. Call: 9853403307. <box>7 1200 182 1265</box>
remembrance-title: ସପ୍ତମ ଶ୍ରାଦ୍ଧବାର୍ଷିକୀ <box>1168 1584 1272 1598</box>
remembrance-code: D-43645 <box>1273 2142 1304 2151</box>
classified-ad-text: Herbal body massage, spondyliser treatment (Fully AC room). 9437453813. <box>7 1913 182 1962</box>
tt-trophy-photo <box>1133 600 1479 877</box>
classified-ad-code: D-41571 <box>7 1702 38 1710</box>
classified-ad-code: D-10859 <box>7 1048 38 1057</box>
affidavit-text: By an affidavit before the Notary Public, Bhubaneswar dated 11.08.2010, I have changed my name from Bholanath Majhi to Bholanath Beshra. <box>194 938 376 1036</box>
classified-ad-code: D-41694 <box>7 1559 38 1568</box>
remembrance-text: ଆବିର୍ଭାବ: ୦୨।୦୩।୧୯୩୭ ତିରୋଧାନ: ୦୫।୦୯।୨୦୦୭ ପ୍ରଥମ ଶ୍ରାଦ୍ଧବାର୍ଷିକୀରେ ଭାବପୂର୍ଣ୍ଣ ଶ୍ରଦ୍ଧାଞ୍ଜଳି। ପରିବାରବର୍ଗ। <box>1137 2084 1304 2141</box>
education-list <box>4 2175 185 2254</box>
classified-ad <box>7 1572 182 1711</box>
first-birthday-wish-1 <box>385 40 553 277</box>
classified-ad-text: Treatment of all chronic disease and Keralian Panchakarma by experts. 9439913971. <box>7 1975 182 2039</box>
classified-ad <box>7 364 182 455</box>
classified-ad-code: D-41892 <box>7 1421 38 1430</box>
article-football-politics <box>385 779 1125 1266</box>
bday2-code: D-43651 <box>390 451 420 460</box>
classified-column <box>4 40 185 2491</box>
first-birthday-name: Kamalalochan <box>205 1844 316 1861</box>
classified-ad <box>7 458 182 549</box>
classified-ad-code: D-40429 <box>7 1265 38 1274</box>
classified-ad-code: D-40848 <box>7 2040 38 2049</box>
remembrance-name: ସ୍ୱର୍ଗତା ବାସନ୍ତୀ ସାମନ୍ତ <box>1330 1784 1457 1799</box>
astrology-ads <box>191 218 379 479</box>
finance-bullets <box>397 2099 918 2220</box>
remembrance-title <box>1310 1584 1477 1600</box>
classified-ad-text: Business opportunity and earn 15,000/- to 20,000/- PM with an investment of 1 lakh in gold and silver. Contact: 7205040070, 9438038413. <box>7 2384 182 2482</box>
